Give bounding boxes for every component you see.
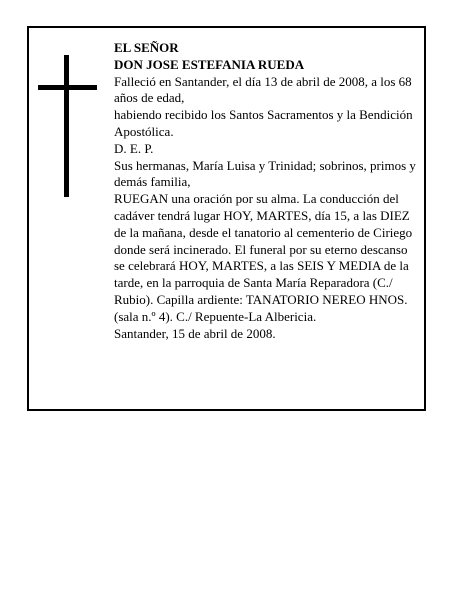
cross-horizontal-bar bbox=[38, 85, 97, 90]
sacraments-line: habiendo recibido los Santos Sacramentos y la Bendición Apostólica. bbox=[114, 107, 413, 139]
latin-cross-icon bbox=[38, 55, 97, 197]
notice-date: Santander, 15 de abril de 2008. bbox=[114, 325, 276, 341]
cross-vertical-bar bbox=[64, 55, 69, 197]
service-details: RUEGAN una oración por su alma. La conducción del cadáver tendrá lugar HOY, MARTES, día 15, a las DIEZ de la mañana, desde el tanatorio al cementerio de Ciriego donde será incinerado. El funeral por su eterno descanso se celebrará HOY, MARTES, a las SEIS Y MEDIA de la tarde, en la parroquia de Santa María Reparadora (C./ Rubio). Capilla ardiente: TANATORIO NEREO HNOS. (sala n.º 4). C./ Repuente-La Albericia. bbox=[114, 191, 413, 324]
rest-in-peace: D. E. P. bbox=[114, 140, 154, 156]
deceased-name: DON JOSE ESTEFANIA RUEDA bbox=[114, 56, 305, 72]
family-line: Sus hermanas, María Luisa y Trinidad; sobrinos, primos y demás familia, bbox=[114, 157, 416, 190]
obituary-text bbox=[114, 40, 416, 342]
death-details: Falleció en Santander, el día 13 de abril de 2008, a los 68 años de edad, bbox=[114, 73, 412, 106]
notice-heading: EL SEÑOR bbox=[114, 40, 179, 55]
